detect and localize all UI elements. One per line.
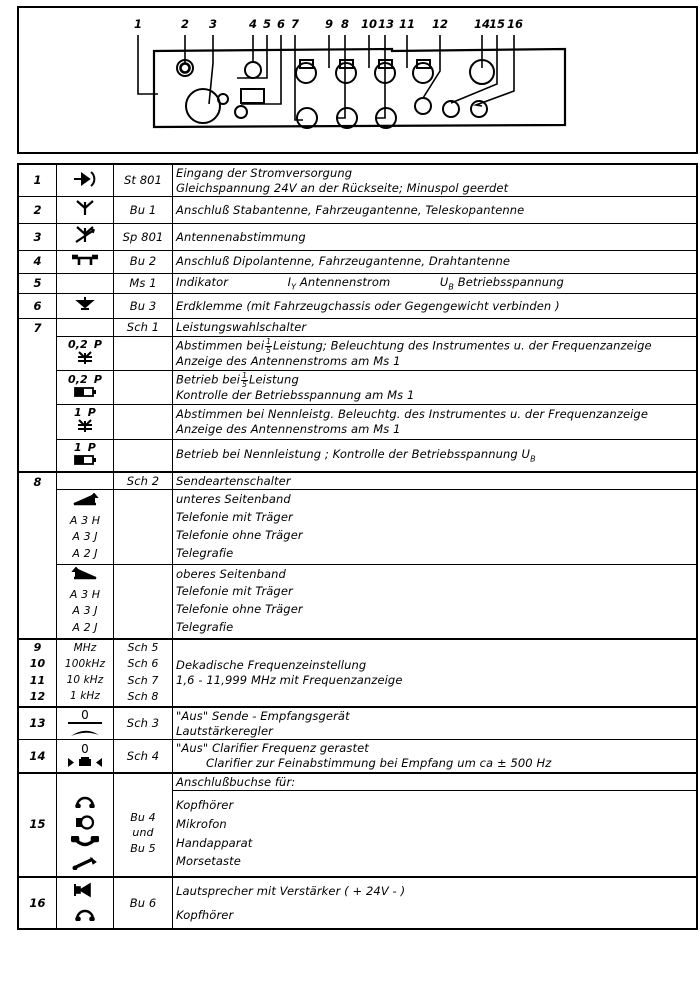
table-row xyxy=(18,318,697,336)
designation: Sch 8 xyxy=(127,690,159,704)
off-clarifier-knob-icon: 0 xyxy=(57,740,114,773)
output-symbols xyxy=(57,877,114,929)
table-row xyxy=(18,707,697,740)
callout-6: 6 xyxy=(276,17,286,31)
designation: Sch 1 xyxy=(114,318,173,336)
designation-group xyxy=(114,791,173,877)
handset-icon xyxy=(71,836,99,854)
description xyxy=(173,639,698,707)
description xyxy=(173,371,698,405)
antenna-current-label: Antennenstrom xyxy=(299,274,391,289)
description xyxy=(173,405,698,440)
sideband-symbol-group xyxy=(57,490,114,564)
row-number: 8 xyxy=(18,472,57,639)
empty-symbol xyxy=(57,773,114,791)
table-row xyxy=(18,439,697,471)
designation: Sch 7 xyxy=(127,673,159,687)
table-row xyxy=(18,273,697,294)
desc-line: Morsetaste xyxy=(176,854,241,869)
description xyxy=(173,439,698,471)
row-number: 13 xyxy=(18,707,57,740)
row-number: 16 xyxy=(18,877,57,929)
empty-symbol xyxy=(57,273,114,294)
description xyxy=(173,791,698,877)
headphone-icon xyxy=(72,906,98,925)
row-number: 3 xyxy=(18,224,57,251)
battery-voltage-icon xyxy=(60,386,110,402)
table-row xyxy=(18,405,697,440)
desc-line: Betrieb bei $\frac{1}{5}$ Leistung xyxy=(176,371,299,389)
headphone-icon xyxy=(72,793,98,812)
desc-line: Telegrafie xyxy=(176,545,234,560)
designation: Sch 3 xyxy=(114,707,173,740)
frequency-unit: 10 kHz xyxy=(66,673,104,686)
row-number: 10 xyxy=(29,657,46,671)
designation: Bu 3 xyxy=(114,294,173,319)
connector-symbols xyxy=(57,791,114,877)
mode-code: A 2 J xyxy=(72,546,98,560)
power-level: 0,2 xyxy=(68,337,88,351)
empty-symbol xyxy=(57,318,114,336)
description: Anschlußbuchse für: xyxy=(173,773,698,791)
desc-line: Lautstärkeregler xyxy=(176,723,273,738)
table-row xyxy=(18,472,697,490)
table-row xyxy=(18,773,697,791)
sideband-symbol-group xyxy=(57,564,114,639)
frequency-units xyxy=(57,639,114,707)
loudspeaker-icon xyxy=(72,882,98,902)
mode-code: A 2 J xyxy=(72,620,98,634)
designation: Sch 6 xyxy=(127,657,159,671)
description xyxy=(173,740,698,773)
power-level: 0,2 xyxy=(68,373,88,387)
operating-voltage-symbol: $U_B$ xyxy=(439,274,454,291)
designation xyxy=(114,405,173,440)
power-level: 1 xyxy=(74,440,82,454)
desc-line: Kontrolle der Betriebsspannung am Ms 1 xyxy=(176,388,415,403)
callout-15: 15 xyxy=(488,17,506,31)
frequency-unit: 1 kHz xyxy=(69,689,100,702)
power-mode-symbol xyxy=(57,371,114,405)
table-row xyxy=(18,740,697,773)
morse-key-icon xyxy=(71,857,99,874)
desc-line: Kopfhörer xyxy=(176,798,234,813)
row-number: 5 xyxy=(18,273,57,294)
callout-10: 10 xyxy=(360,17,378,31)
desc-text: Betrieb bei Nennleistung ; Kontrolle der Betriebsspannung U xyxy=(176,446,531,461)
table-row xyxy=(18,639,697,707)
mode-code: A 3 H xyxy=(69,513,101,527)
power-unit: P xyxy=(87,406,96,420)
callout-9: 9 xyxy=(324,17,334,31)
antenna-current-icon xyxy=(60,351,110,370)
off-volume-knob-icon: 0 xyxy=(57,707,114,740)
designation: Sch 5 xyxy=(127,640,159,654)
designation: Sp 801 xyxy=(114,224,173,251)
desc-line: Kopfhörer xyxy=(176,908,234,922)
table-row xyxy=(18,336,697,371)
designation: Sch 2 xyxy=(114,472,173,490)
power-unit: P xyxy=(93,337,102,351)
row-number: 1 xyxy=(18,164,57,197)
row-number: 14 xyxy=(18,740,57,773)
rod-antenna-icon xyxy=(57,197,114,224)
description xyxy=(173,164,698,197)
desc-line: Dekadische Frequenzeinstellung xyxy=(176,658,367,673)
front-panel-diagram xyxy=(17,6,698,154)
desc-line: 1,6 - 11,999 MHz mit Frequenzanzeige xyxy=(176,672,403,687)
power-unit: P xyxy=(93,373,102,387)
mode-code: A 3 H xyxy=(69,588,101,602)
desc-subscript: B xyxy=(530,453,536,463)
lower-sideband-icon xyxy=(70,493,100,512)
frequency-unit: 100kHz xyxy=(64,658,106,671)
table-row xyxy=(18,197,697,224)
designation: St 801 xyxy=(114,164,173,197)
row-number: 12 xyxy=(29,690,46,704)
description: Anschluß Dipolantenne, Fahrzeugantenne, Drahtantenne xyxy=(173,250,698,273)
designation xyxy=(114,336,173,371)
controls-legend-table xyxy=(17,163,698,930)
callout-14: 14 xyxy=(473,17,491,31)
desc-line: Anzeige des Antennenstroms am Ms 1 xyxy=(176,354,401,369)
callout-4: 4 xyxy=(248,17,258,31)
table-row xyxy=(18,164,697,197)
callout-11: 11 xyxy=(398,17,416,31)
table-row xyxy=(18,877,697,929)
power-mode-symbol xyxy=(57,336,114,371)
desc-line: Telefonie mit Träger xyxy=(176,510,293,525)
callout-1: 1 xyxy=(133,17,143,31)
designation: Ms 1 xyxy=(114,273,173,294)
battery-voltage-icon xyxy=(60,454,110,470)
description: Erdklemme (mit Fahrzeugchassis oder Gegengewicht verbinden ) xyxy=(173,294,698,319)
row-number: 6 xyxy=(18,294,57,319)
upper-sideband-icon xyxy=(70,567,100,586)
frequency-unit: MHz xyxy=(73,642,97,655)
empty-symbol xyxy=(57,472,114,490)
ground-earth-icon xyxy=(57,294,114,319)
callout-13: 13 xyxy=(377,17,395,31)
table-row xyxy=(18,371,697,405)
description: Sendeartenschalter xyxy=(173,472,698,490)
designation: und xyxy=(132,826,154,840)
description xyxy=(173,877,698,929)
row-number-group xyxy=(18,639,57,707)
desc-line: Abstimmen bei $\frac{1}{5}$ Leistung; Beleuchtung des Instrumentes u. der Frequenzanzeige xyxy=(176,337,652,355)
table-row xyxy=(18,490,697,564)
operating-voltage-label: Betriebsspannung xyxy=(457,274,564,289)
power-level: 1 xyxy=(74,406,82,420)
mode-code: A 3 J xyxy=(72,530,98,544)
description xyxy=(173,490,698,564)
description: Leistungswahlschalter xyxy=(173,318,698,336)
mode-code: A 3 J xyxy=(72,604,98,618)
antenna-current-icon xyxy=(60,419,110,438)
desc-line: unteres Seitenband xyxy=(176,492,291,507)
desc-line: Telefonie ohne Träger xyxy=(176,602,303,617)
antenna-tuning-icon xyxy=(57,224,114,251)
desc-line: Lautsprecher mit Verstärker ( + 24V - ) xyxy=(176,883,406,898)
desc-line: "Aus" Sende - Empfangsgerät xyxy=(176,708,350,723)
designation xyxy=(114,371,173,405)
description xyxy=(173,564,698,639)
designation: Bu 6 xyxy=(114,877,173,929)
callout-12: 12 xyxy=(431,17,449,31)
designation xyxy=(114,439,173,471)
callout-8: 8 xyxy=(340,17,350,31)
desc-line: oberes Seitenband xyxy=(176,566,286,581)
description: Antennenabstimmung xyxy=(173,224,698,251)
desc-line: Clarifier zur Feinabstimmung bei Empfang um ca ± 500 Hz xyxy=(206,756,552,771)
table-row xyxy=(18,791,697,877)
description xyxy=(173,707,698,740)
designation: Bu 4 xyxy=(130,810,156,824)
designation xyxy=(114,564,173,639)
power-mode-symbol xyxy=(57,439,114,471)
desc-line: Abstimmen bei Nennleistg. Beleuchtg. des Instrumentes u. der Frequenzanzeige xyxy=(176,407,648,422)
indicator-description xyxy=(173,273,698,294)
table-row xyxy=(18,224,697,251)
designation xyxy=(114,773,173,791)
desc-line: Telefonie ohne Träger xyxy=(176,528,303,543)
desc-line: Gleichspannung 24V an der Rückseite; Minuspol geerdet xyxy=(176,180,509,195)
row-number: 2 xyxy=(18,197,57,224)
desc-line: "Aus" Clarifier Frequenz gerastet xyxy=(176,741,369,756)
callout-7: 7 xyxy=(290,17,300,31)
microphone-icon xyxy=(72,815,98,834)
power-unit: P xyxy=(87,440,96,454)
designation: Sch 4 xyxy=(114,740,173,773)
antenna-current-symbol: $I_Y$ xyxy=(287,274,297,291)
desc-line: Handapparat xyxy=(176,835,253,850)
indicator-label: Indikator xyxy=(176,274,229,289)
callout-16: 16 xyxy=(506,17,524,31)
desc-line: Mikrofon xyxy=(176,817,227,832)
callout-3: 3 xyxy=(208,17,218,31)
desc-line: Eingang der Stromversorgung xyxy=(176,166,353,180)
description xyxy=(173,336,698,371)
row-number: 15 xyxy=(18,773,57,877)
designation-group xyxy=(114,639,173,707)
row-number: 9 xyxy=(33,640,42,654)
table-row xyxy=(18,294,697,319)
power-mode-symbol xyxy=(57,405,114,440)
fraction-one-fifth: $\frac{1}{5}$ xyxy=(242,371,247,389)
callout-2: 2 xyxy=(180,17,190,31)
description: Anschluß Stabantenne, Fahrzeugantenne, Teleskopantenne xyxy=(173,197,698,224)
table-row xyxy=(18,564,697,639)
row-number: 11 xyxy=(29,673,46,687)
designation: Bu 1 xyxy=(114,197,173,224)
row-number: 4 xyxy=(18,250,57,273)
desc-line: Telegrafie xyxy=(176,620,234,635)
dipole-antenna-icon xyxy=(57,250,114,273)
table-row xyxy=(18,250,697,273)
fraction-one-fifth: $\frac{1}{5}$ xyxy=(266,337,272,355)
designation xyxy=(114,490,173,564)
desc-line: Telefonie mit Träger xyxy=(176,584,293,599)
row-number: 7 xyxy=(18,318,57,471)
designation: Bu 2 xyxy=(114,250,173,273)
power-input-connector-icon xyxy=(57,164,114,197)
callout-5: 5 xyxy=(262,17,272,31)
designation: Bu 5 xyxy=(130,842,156,856)
desc-line: Anzeige des Antennenstroms am Ms 1 xyxy=(176,421,401,436)
